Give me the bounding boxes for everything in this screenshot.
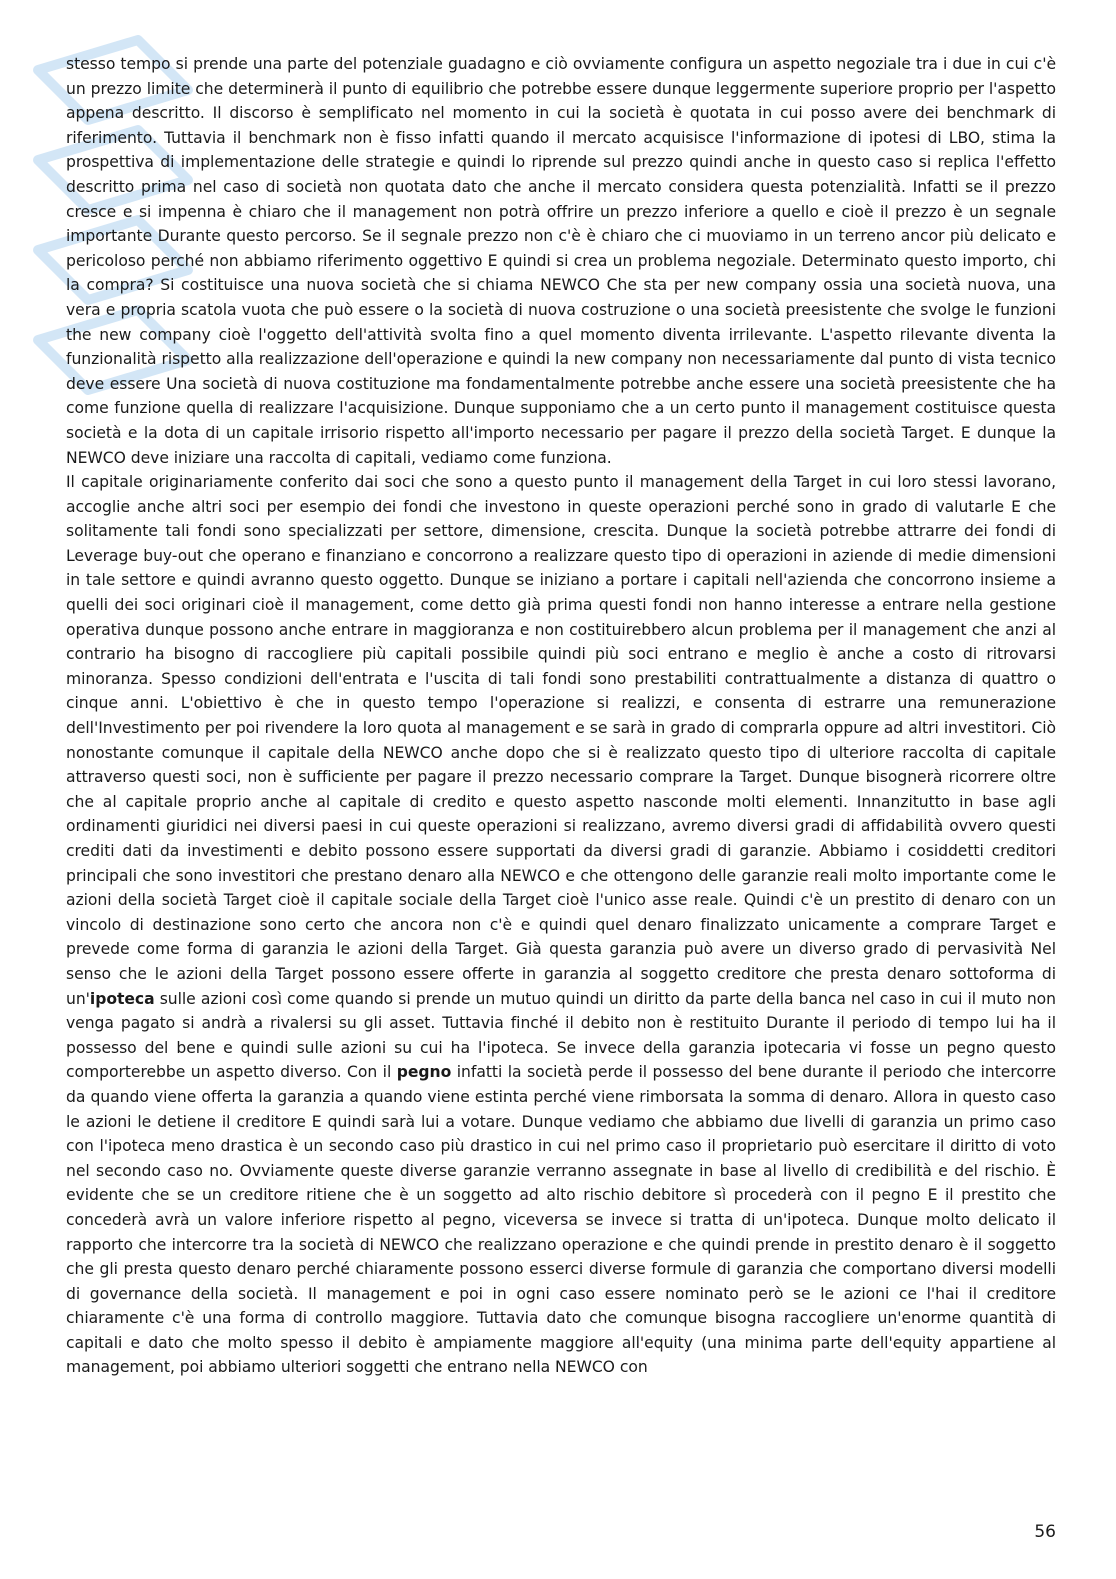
page-number: 56 [1034,1522,1056,1542]
paragraph-2-text-end: infatti la società perde il possesso del bene durante il periodo che intercorre da quando viene offerta la garanzia a quando viene estinta perché viene rimborsata la somma di denaro. Allora in questo caso le azioni le detiene il creditore E quindi sarà lui a votare. Dunque vediamo che abbiamo due livelli di garanzia un primo caso con l'ipoteca meno drastica è un secondo caso più drastico in cui nel primo caso il proprietario può esercitare il diritto di voto nel secondo caso no. Ovviamente queste diverse garanzie verranno assegnate in base al livello di credibilità e del rischio. È evidente che se un creditore ritiene che è un soggetto ad alto rischio debitore sì procederà con il pegno E il prestito che concederà avrà un valore inferiore rispetto al pegno, viceversa se invece si tratta di un'ipoteca. Dunque molto delicato il rapporto che intercorre tra la società di NEWCO che realizzano operazione e che quindi prende in prestito denaro è il soggetto che gli presta questo denaro perché chiaramente possono esserci diverse formule di garanzia che comportano diversi modelli di governance della società. Il management e poi in ogni caso essere nominato però se le azioni ce l'hai il creditore chiaramente c'è una forma di controllo maggiore. Tuttavia dato che comunque bisogna raccogliere un'enorme quantità di capitali e dato che molto spesso il debito è ampiamente maggiore all'equity (una minima parte dell'equity appartiene al management, poi abbiamo ulteriori soggetti che entrano nella NEWCO con [66,1063,1057,1377]
paragraph-1-text: stesso tempo si prende una parte del potenziale guadagno e ciò ovviamente configura un aspetto negoziale tra i due in cui c'è un prezzo limite che determinerà il punto di equilibrio che potrebbe essere dunque leggermente superiore proprio per l'aspetto appena descritto. Il discorso è semplificato nel momento in cui la società è quotata in cui posso avere dei benchmark di riferimento. Tuttavia il benchmark non è fisso infatti quando il mercato acquisisce l'informazione di ipotesi di LBO, stima la prospettiva di implementazione delle strategie e quindi lo riprende sul prezzo quindi anche in questo caso si replica l'effetto descritto prima nel caso di società non quotata dato che anche il mercato considera questa potenzialità. Infatti se il prezzo cresce e si impenna è chiaro che il management non potrà offrire un prezzo inferiore a quello e cioè il prezzo è un segnale importante Durante questo percorso. Se il segnale prezzo non c'è è chiaro che ci muoviamo in un terreno ancor più delicato e pericoloso perché non abbiamo riferimento oggettivo E quindi si crea un problema negoziale. Determinato questo importo, chi la compra? Si costituisce una nuova società che si chiama NEWCO Che sta per new company ossia una società nuova, una vera e propria scatola vuota che può essere o la società di nuova costruzione o una società preesistente che svolge le funzioni the new company cioè l'oggetto dell'attività svolta fino a quel momento diventa irrilevante. L'aspetto rilevante diventa la funzionalità rispetto alla realizzazione dell'operazione e quindi la new company non necessariamente dal punto di vista tecnico deve essere Una società di nuova costituzione ma fondamentalmente potrebbe anche essere una società preesistente che ha come funzione quella di realizzare l'acquisizione. Dunque supponiamo che a un certo punto il management costituisce questa società e la dota di un capitale irrisorio rispetto all'importo necessario per pagare il prezzo della società Target. E dunque la NEWCO deve iniziare una raccolta di capitali, vediamo come funziona. [66,55,1056,467]
paragraph-2-text-middle: sulle azioni così come quando si prende un mutuo quindi un diritto da parte della banca nel caso in cui il muto non venga pagato si andrà a rivalersi su gli asset. Tuttavia finché il debito non è restituito Durante il periodo di tempo lui ha il possesso del bene e quindi sulle azioni su cui ha l'ipoteca. Se invece della garanzia ipotecaria vi fosse un pegno questo comporterebbe un aspetto diverso. Con il [66,989,1056,1082]
paragraph-2 [66,470,1056,1380]
paragraph-1 [66,52,1056,470]
bold-term-pegno: pegno [396,1063,452,1082]
bold-term-ipoteca: ipoteca [89,989,155,1008]
paragraph-2-text-start: Il capitale originariamente conferito dai soci che sono a questo punto il management della Target in cui loro stessi lavorano, accoglie anche altri soci per esempio dei fondi che investono in queste operazioni perché sono in grado di valutarle E che solitamente tali fondi sono specializzati per settore, dimensione, crescita. Dunque la società potrebbe attrarre dei fondi di Leverage buy-out che operano e finanziano e concorrono a realizzare questo tipo di operazioni in aziende di medie dimensioni in tale settore e quindi avranno questo oggetto. Dunque se iniziano a portare i capitali nell'azienda che concorrono insieme a quelli dei soci originari cioè il management, come detto già prima questi fondi non hanno interesse a entrare nella gestione operativa dunque possono anche entrare in maggioranza e non costituirebbero alcun problema per il management che anzi al contrario ha bisogno di raccogliere più capitali possibile quindi più soci entrano e meglio è anche a costo di ritrovarsi minoranza. Spesso condizioni dell'entrata e l'uscita di tali fondi sono prestabiliti contrattualmente a distanza di quattro o cinque anni. L'obiettivo è che in questo tempo l'operazione si realizzi, e consenta di estrarre una remunerazione dell'Investimento per poi rivendere la loro quota al management e se sarà in grado di comprarla oppure ad altri investitori. Ciò nonostante comunque il capitale della NEWCO anche dopo che si è realizzato questo tipo di ulteriore raccolta di capitale attraverso questi soci, non è sufficiente per pagare il prezzo necessario comprare la Target. Dunque bisognerà ricorrere oltre che al capitale proprio anche al capitale di credito e questo aspetto nasconde molti elementi. Innanzitutto in base agli ordinamenti giuridici nei diversi paesi in cui queste operazioni si realizzano, avremo diversi gradi di affidabilità ovvero questi crediti dati da investimenti e debito possono essere supportati da diversi gradi di garanzie. Abbiamo i cosiddetti creditori principali che sono investitori che prestano denaro alla NEWCO e che ottengono delle garanzie reali molto importante come le azioni della società Target cioè il capitale sociale della Target cioè l'unico asse reale. Quindi c'è un prestito di denaro con un vincolo di destinazione sono certo che ancora non c'è e quindi quel denaro finalizzato unicamente a comprare Target e prevede come forma di garanzia le azioni della Target. Già questa garanzia può avere un diverso grado di pervasività Nel senso che le azioni della Target possono essere offerte in garanzia al soggetto creditore che presta denaro sottoforma di un' [66,473,1056,1008]
document-body [66,52,1056,1380]
